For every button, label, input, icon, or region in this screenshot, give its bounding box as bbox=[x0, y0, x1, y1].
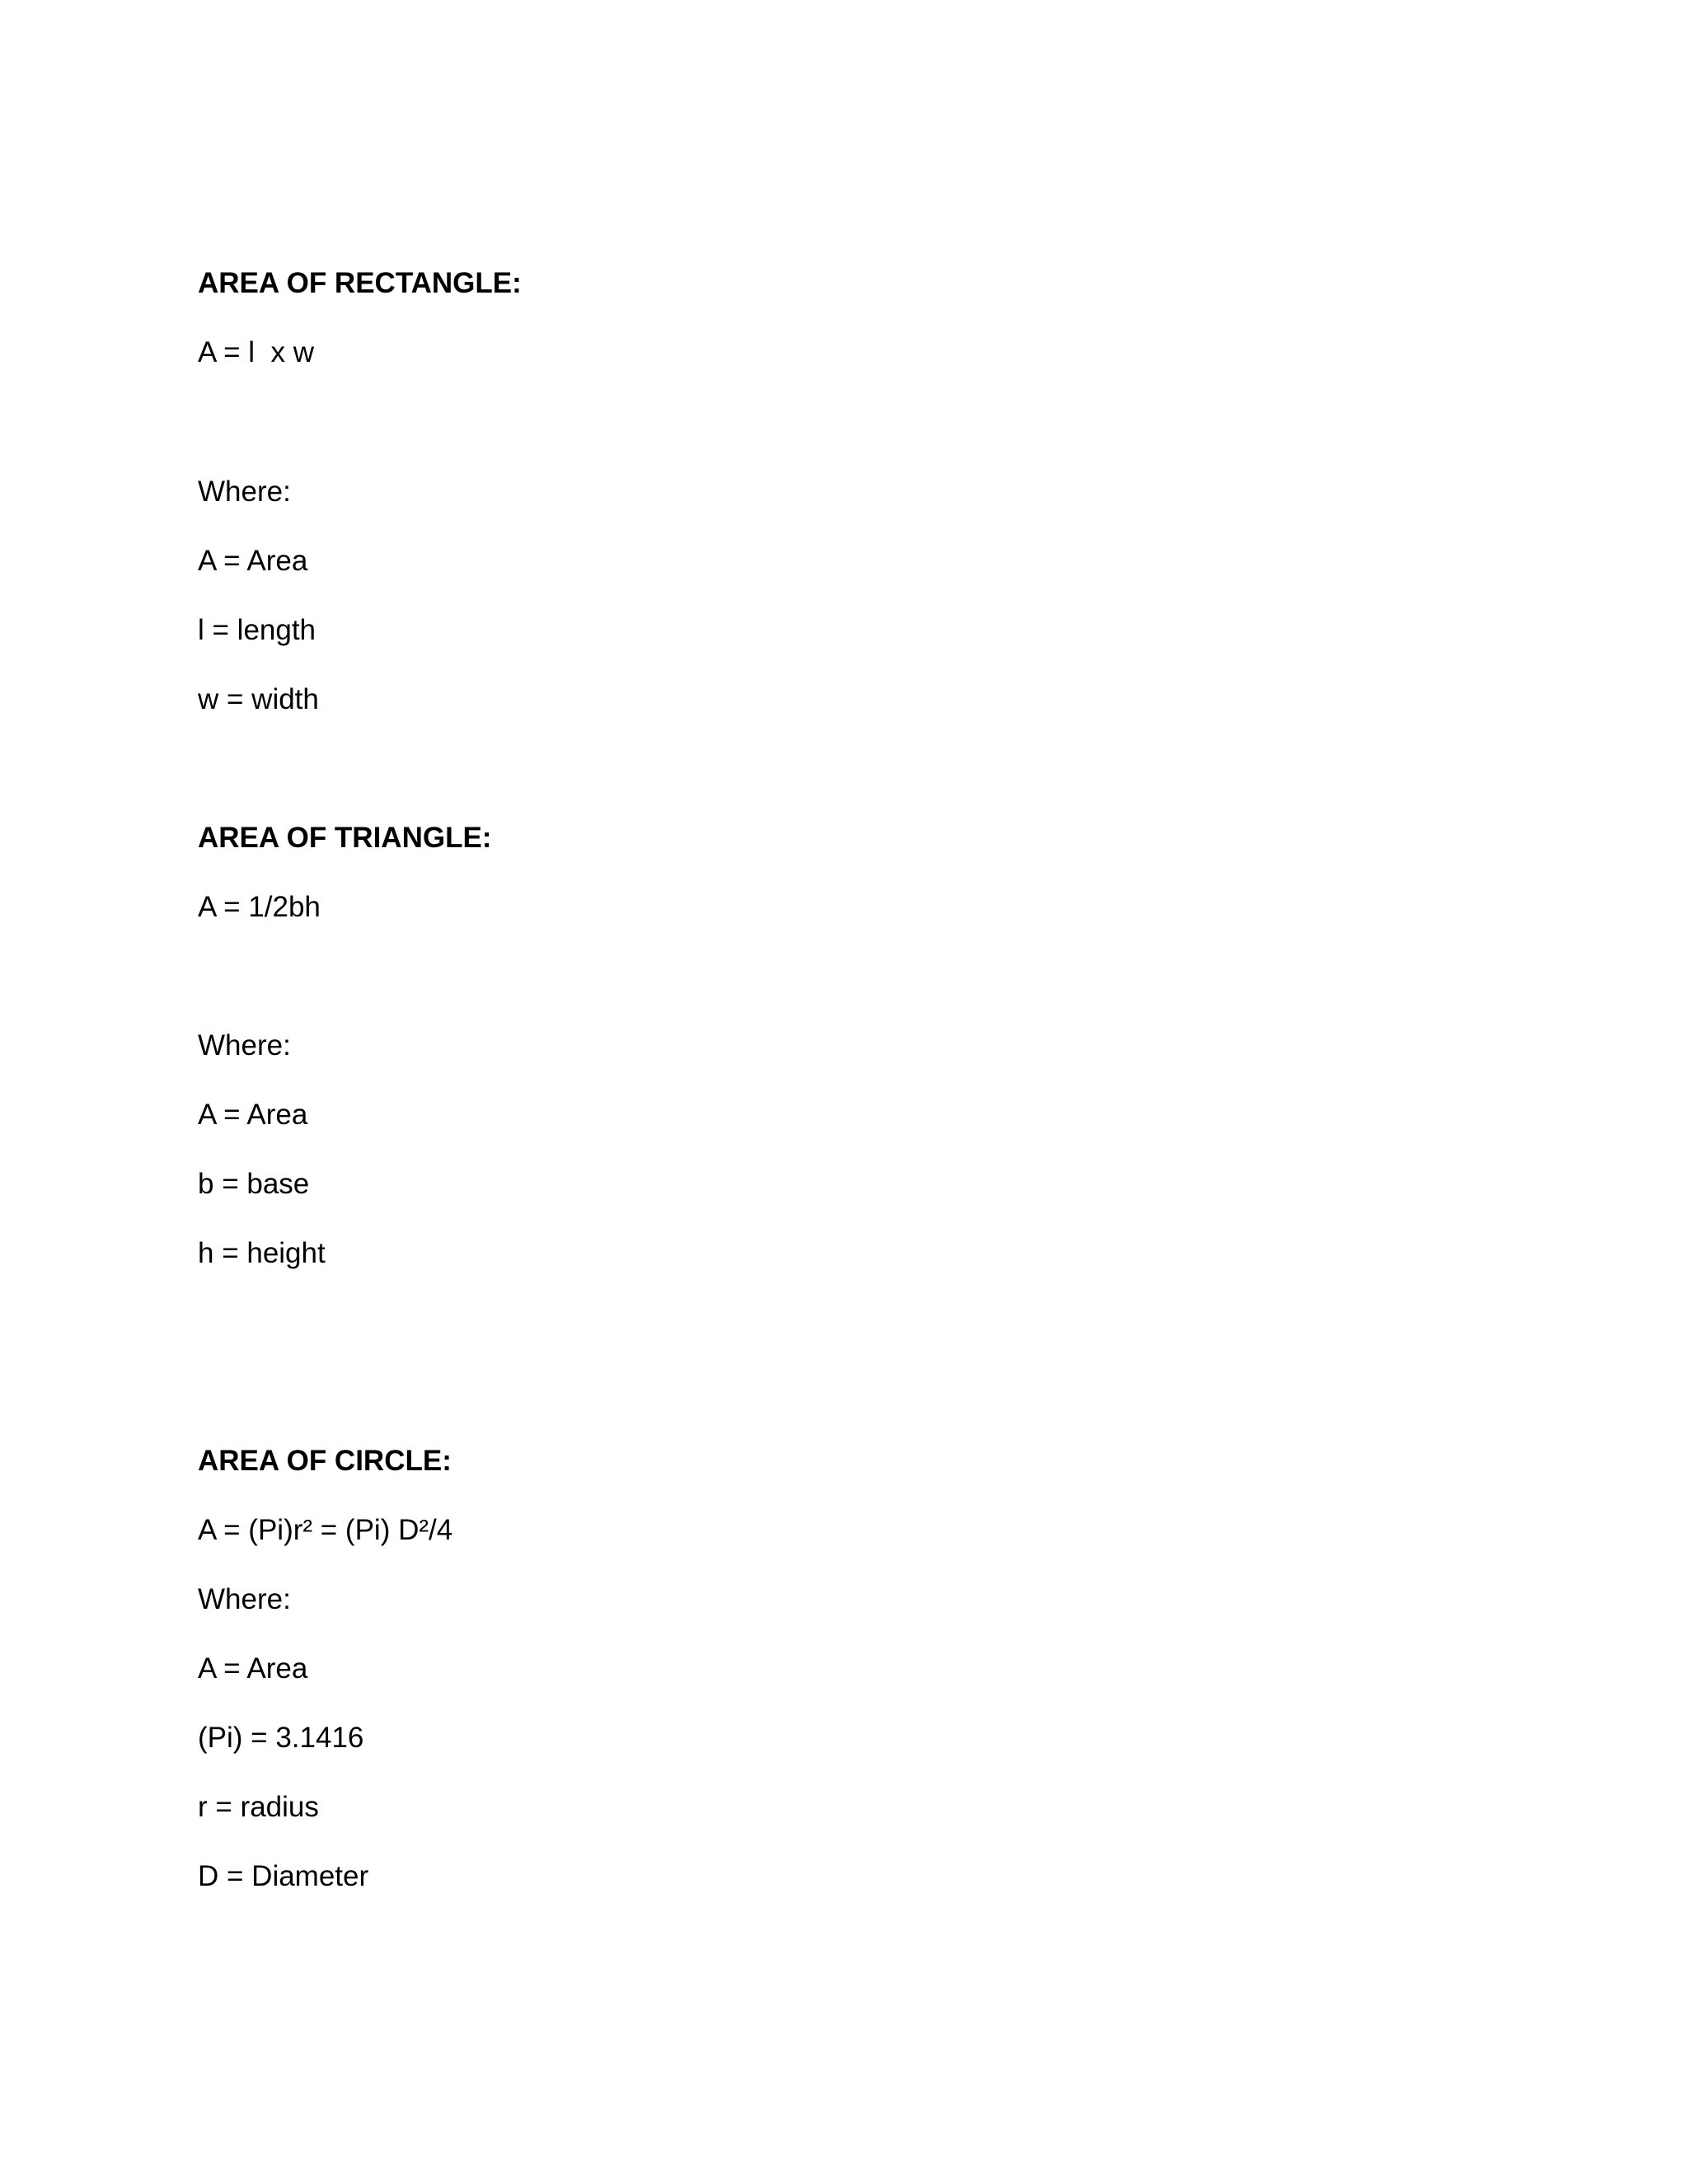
triangle-def-base: b = base bbox=[198, 1168, 310, 1200]
circle-def-area: A = Area bbox=[198, 1652, 308, 1685]
circle-def-pi: (Pi) = 3.1416 bbox=[198, 1722, 364, 1754]
circle-where-label: Where: bbox=[198, 1583, 291, 1615]
rectangle-heading: AREA OF RECTANGLE: bbox=[198, 267, 522, 299]
triangle-formula: A = 1/2bh bbox=[198, 891, 321, 923]
circle-def-radius: r = radius bbox=[198, 1791, 319, 1823]
rectangle-def-length: l = length bbox=[198, 614, 316, 646]
rectangle-def-area: A = Area bbox=[198, 545, 308, 577]
circle-formula: A = (Pi)r² = (Pi) D²/4 bbox=[198, 1514, 453, 1546]
circle-def-diameter: D = Diameter bbox=[198, 1860, 369, 1892]
rectangle-def-width: w = width bbox=[198, 683, 319, 715]
rectangle-formula: A = l x w bbox=[198, 336, 315, 368]
triangle-def-area: A = Area bbox=[198, 1099, 308, 1131]
triangle-def-height: h = height bbox=[198, 1237, 326, 1269]
triangle-heading: AREA OF TRIANGLE: bbox=[198, 822, 492, 854]
triangle-where-label: Where: bbox=[198, 1029, 291, 1062]
rectangle-where-label: Where: bbox=[198, 476, 291, 508]
circle-heading: AREA OF CIRCLE: bbox=[198, 1445, 452, 1477]
